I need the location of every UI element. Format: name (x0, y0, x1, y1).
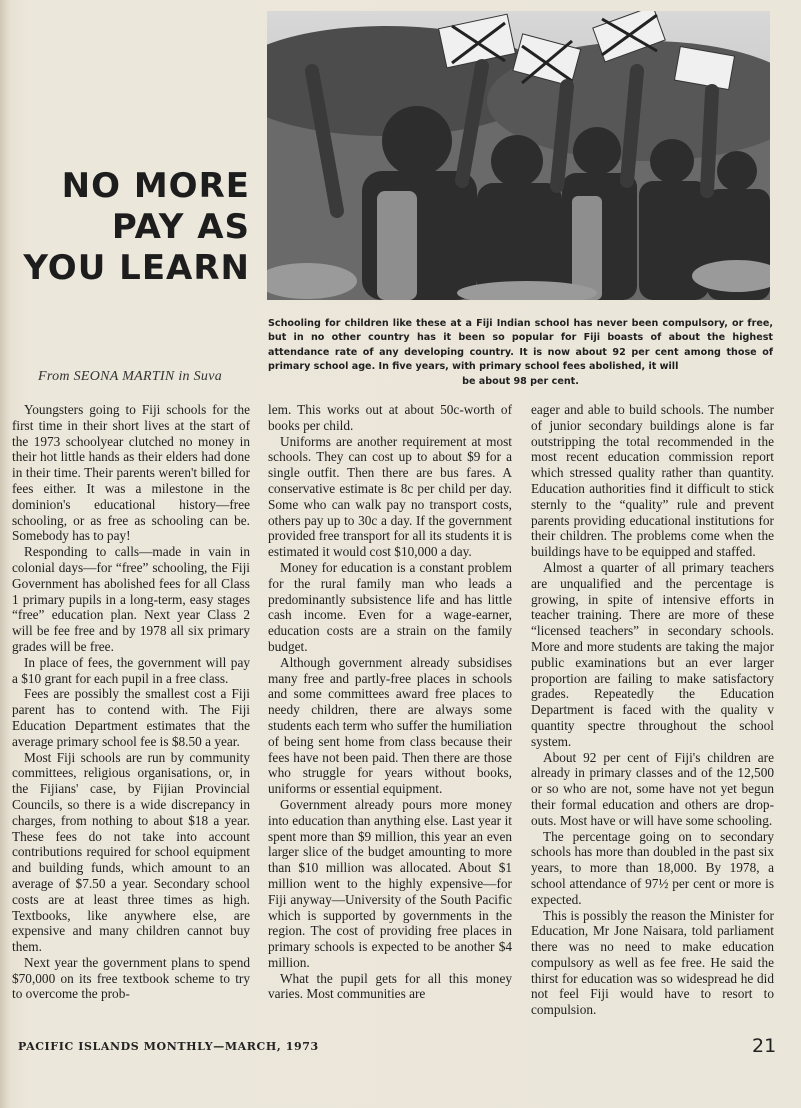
paragraph: Government already pours more money into education than anything else. Last year it spent more than $9 million, this year an even larger slice of the budget amounting to more than $10 million was allocated. About $1 million went to the highly expensive—for Fiji anyway—University of the South Pacific which is supported by governments in the region. The cost of providing free places in primary schools is expected to be another $4 million. (268, 796, 512, 970)
photo-illustration (267, 11, 770, 300)
paragraph: The percentage going on to secondary schools has more than doubled in the past six years, to more than 18,000. By 1978, a school attendance of 97½ per cent or more is expected. (531, 828, 774, 907)
photo-schoolchildren-with-flags (267, 11, 770, 300)
article-column-2 (268, 402, 512, 1002)
paragraph: eager and able to build schools. The number of junior secondary buildings alone is far outstripping the total recommended in the most recent education commission report which stressed quality rather than quantity. Education authorities find it difficult to stick sternly to the “quality” rule and prevent parents providing educational institutions for their children. The problems come when the buildings have to be equipped and staffed. (531, 402, 774, 560)
paragraph: Money for education is a constant problem for the rural family man who leads a predominantly subsistence life and has little cash income. Even for a wage-earner, education costs are a strain on the family budget. (268, 559, 512, 654)
paragraph: This is possibly the reason the Minister for Education, Mr Jone Naisara, told parliament there was no need to make education compulsory as well as fee free. He said the thirst for education was so widespread he did not feel Fiji would have to resort to compulsion. (531, 907, 774, 1018)
paragraph: Responding to calls—made in vain in colonial days—for “free” schooling, the Fiji Government has abolished fees for all Class 1 primary pupils in a long-term, easy stages “free” education plan. Next year Class 2 will be fee free and by 1978 all six primary grades will be free. (12, 544, 250, 654)
article-column-1 (12, 402, 250, 1002)
paragraph: About 92 per cent of Fiji's children are already in primary classes and of the 12,500 or so who are not, some have not yet begun their formal education and others are drop-outs. Most have or will have some schooling. (531, 749, 774, 828)
paragraph: In place of fees, the government will pay a $10 grant for each pupil in a free class. (12, 654, 250, 686)
paragraph: Uniforms are another requirement at most schools. They can cost up to about $9 for a single outfit. Then there are bus fares. A conservative estimate is 8c per child per day. Some who can walk pay no transport costs, others pay up to 30c a day. If the government provided free transport for all its students it is estimated it would cost $10,000 a day. (268, 433, 512, 560)
headline-line-3: YOU LEARN (23, 248, 250, 288)
byline: From SEONA MARTIN in Suva (38, 369, 223, 384)
paragraph: Most Fiji schools are run by community committees, religious organisations, or, in the Fijians' case, by Fijian Provincial Councils, so there is a wide discrepancy in charges, from nothing to about $18 a year. These fees do not take into account contributions required for school equipment and building funds, which amount to an average of $7.50 a year. Secondary school costs are at least three times as high. Textbooks, like anywhere else, are expensive and many children cannot buy them. (12, 749, 250, 955)
headline-line-1: NO MORE (61, 166, 250, 206)
photo-caption (268, 317, 773, 389)
publication-footer: PACIFIC ISLANDS MONTHLY—MARCH, 1973 (18, 1040, 319, 1053)
article-column-3 (531, 402, 774, 1018)
paragraph: lem. This works out at about 50c-worth of books per child. (268, 402, 512, 433)
page-number: 21 (752, 1035, 777, 1057)
headline-line-2: PAY AS (111, 207, 250, 247)
paragraph: Next year the government plans to spend $70,000 on its free textbook scheme to try to overcome the prob- (12, 954, 250, 1002)
paragraph: Although government already subsidises many free and partly-free places in schools and some committees award free places to needy children, there are always some students each term who suffer the humiliation of being sent home from class because their fees have not been paid. Then there are those who struggle for years without books, uniforms or essential equipment. (268, 654, 512, 797)
caption-main: Schooling for children like these at a Fiji Indian school has never been compulsory, or free, but in no other country has it been so popular for Fiji boasts of about the highest attendance rate of any developing country. It is now about 92 per cent among those of primary school age. In five years, with primary school fees abolished, it will (268, 318, 773, 373)
caption-last-line: be about 98 per cent. (462, 375, 579, 387)
paragraph: What the pupil gets for all this money varies. Most communities are (268, 970, 512, 1002)
paragraph: Fees are possibly the smallest cost a Fiji parent has to contend with. The Fiji Education Department estimates that the average primary school fee is $8.50 a year. (12, 686, 250, 749)
paragraph: Youngsters going to Fiji schools for the first time in their short lives at the start of the 1973 schoolyear clutched no money in their hot little hands as their elders had done in their time. Their parents weren't billed for fees either. It was a milestone in the dominion's educational history—free schooling, or as free as schooling can be. Somebody has to pay! (12, 402, 250, 544)
article-headline (20, 166, 250, 289)
paragraph: Almost a quarter of all primary teachers are unqualified and the percentage is growing, in spite of intensive efforts in teacher training. There are more of these “licensed teachers” in secondary schools. More and more students are taking the major public examinations but an ever larger proportion are failing to make satisfactory grades. Repeatedly the Education Department is faced with the quality v quantity spectre throughout the school system. (531, 559, 774, 749)
